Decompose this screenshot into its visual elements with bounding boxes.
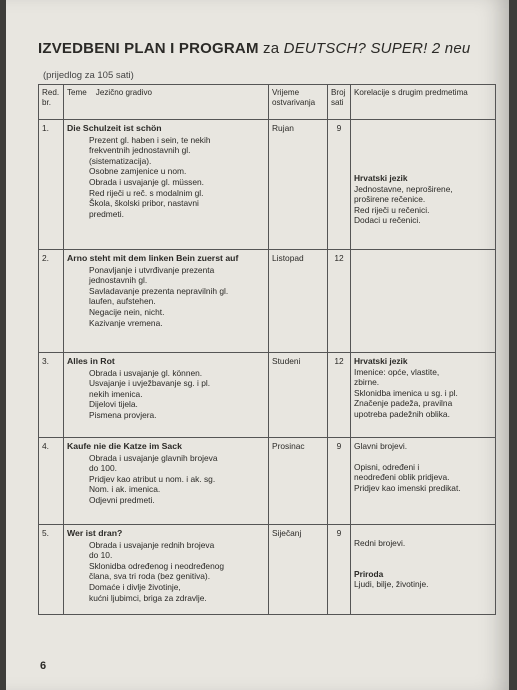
content-line: Domaće i divlje životinje, [89, 581, 181, 592]
row-correlation [351, 250, 496, 353]
correlation-line: Imenice: opće, vlastite, [354, 366, 440, 377]
content-line: Dijelovi tijela. [89, 399, 138, 410]
correlation-line: Opisni, određeni i [354, 461, 420, 472]
header-gradivo: Jezično gradivo [95, 88, 153, 97]
correlation-line: Redni brojevi. [354, 538, 406, 548]
content-line: kućni ljubimci, briga za zdravlje. [89, 592, 207, 603]
content-line: Savladavanje prezenta nepravilnih gl. [89, 285, 229, 296]
row-correlation [351, 525, 496, 615]
row-month: Siječanj [269, 525, 328, 615]
content-line: predmeti. [89, 208, 124, 219]
row-topic-cell [64, 438, 269, 525]
content-line: Obrada i usvajanje gl. können. [89, 367, 203, 378]
row-month: Rujan [269, 120, 328, 250]
correlation-line: Ljudi, bilje, životinje. [354, 579, 429, 590]
topic-title: Arno steht mit dem linken Bein zuerst auf [67, 253, 239, 263]
correlation-subject: Priroda [354, 568, 384, 579]
correlation-line: Red riječi u rečenici. [354, 204, 430, 215]
book-page [6, 0, 509, 690]
correlation-line: zbirne. [354, 377, 380, 388]
title-connector: za [263, 40, 280, 57]
row-number: 5. [39, 525, 64, 615]
spacer [354, 528, 492, 538]
spacer [354, 153, 492, 163]
correlation-line: Sklonidba imenica u sg. i pl. [354, 387, 458, 398]
title-book: DEUTSCH? SUPER! 2 neu [283, 40, 471, 57]
content-line: Škola, školski pribor, nastavni [89, 198, 199, 209]
content-line: Negacije nein, nicht. [89, 306, 165, 317]
table-row [39, 250, 496, 353]
header-vrijeme: Vrijeme ostvarivanja [269, 85, 328, 120]
content-line: Odjevni predmeti. [89, 494, 155, 505]
spacer [354, 143, 492, 153]
correlation-line: upotreba padežnih oblika. [354, 408, 450, 419]
correlation-subject: Hrvatski jezik [354, 356, 408, 366]
correlation-line: Glavni brojevi. [354, 441, 408, 451]
content-line: frekventnih jednostavnih gl. [89, 145, 191, 156]
row-hours: 12 [328, 353, 351, 438]
content-line: Red riječi u reč. s modalnim gl. [89, 187, 204, 198]
page-title [38, 40, 470, 57]
row-correlation [351, 438, 496, 525]
content-line: laufen, aufstehen. [89, 296, 156, 307]
table-row [39, 120, 496, 250]
title-bold: IZVEDBENI PLAN I PROGRAM [38, 40, 259, 57]
topic-title: Alles in Rot [67, 356, 115, 366]
row-month: Listopad [269, 250, 328, 353]
topic-title: Die Schulzeit ist schön [67, 123, 162, 133]
content-line: Sklonidba određenog i neodređenog [89, 560, 225, 571]
row-number: 3. [39, 353, 64, 438]
page-number: 6 [40, 660, 47, 672]
row-topic-cell [64, 353, 269, 438]
content-line: Ponavljanje i utvrđivanje prezenta [89, 264, 215, 275]
spacer [354, 452, 492, 462]
content-line: Prezent gl. haben i sein, te nekih [89, 134, 211, 145]
content-line: do 10. [89, 550, 113, 561]
correlation-subject: Hrvatski jezik [354, 173, 408, 183]
table-row [39, 525, 496, 615]
correlation-line: Pridjev kao imenski predikat. [354, 482, 461, 493]
content-line: Kazivanje vremena. [89, 317, 163, 328]
content-line: nekih imenica. [89, 388, 143, 399]
table-row [39, 438, 496, 525]
row-month: Studeni [269, 353, 328, 438]
content-line: Usvajanje i uvježbavanje sg. i pl. [89, 378, 211, 389]
correlation-line: proširene rečenice. [354, 194, 426, 205]
content-line: Obrada i usvajanje gl. müssen. [89, 176, 204, 187]
correlation-line: Jednostavne, neproširene, [354, 183, 453, 194]
header-korelacije: Korelacije s drugim predmetima [351, 85, 496, 120]
correlation-line: Dodaci u rečenici. [354, 215, 421, 226]
content-line: Obrada i usvajanje rednih brojeva [89, 539, 215, 550]
row-number: 1. [39, 120, 64, 250]
correlation-line: neodređeni oblik pridjeva. [354, 472, 450, 483]
content-line: Osobne zamjenice u nom. [89, 166, 187, 177]
spacer [354, 559, 492, 569]
content-line: Pismena provjera. [89, 409, 157, 420]
row-topic-cell [64, 120, 269, 250]
row-correlation [351, 353, 496, 438]
spacer [354, 549, 492, 559]
header-teme-gradivo [64, 85, 269, 120]
row-topic-cell [64, 250, 269, 353]
content-line: jednostavnih gl. [89, 275, 148, 286]
header-sati: Broj sati [328, 85, 351, 120]
row-hours: 9 [328, 525, 351, 615]
row-number: 4. [39, 438, 64, 525]
content-line: člana, sva tri roda (bez genitiva). [89, 571, 211, 582]
spacer [354, 163, 492, 173]
header-num: Red. br. [39, 85, 64, 120]
topic-title: Kaufe nie die Katze im Sack [67, 441, 182, 451]
header-teme: Teme [67, 88, 87, 97]
row-correlation [351, 120, 496, 250]
table-header-row [39, 85, 496, 120]
content-line: Pridjev kao atribut u nom. i ak. sg. [89, 473, 216, 484]
topic-title: Wer ist dran? [67, 528, 123, 538]
spacer [354, 123, 492, 133]
spacer [354, 133, 492, 143]
row-topic-cell [64, 525, 269, 615]
row-hours: 9 [328, 120, 351, 250]
row-number: 2. [39, 250, 64, 353]
correlation-line: Značenje padeža, pravilna [354, 398, 453, 409]
row-hours: 12 [328, 250, 351, 353]
content-line: (sistematizacija). [89, 155, 152, 166]
table-row [39, 353, 496, 438]
content-line: Obrada i usvajanje glavnih brojeva [89, 452, 218, 463]
content-line: Nom. i ak. imenica. [89, 484, 161, 495]
curriculum-table [38, 84, 496, 615]
row-month: Prosinac [269, 438, 328, 525]
page-subtitle: (prijedlog za 105 sati) [43, 70, 134, 81]
row-hours: 9 [328, 438, 351, 525]
content-line: do 100. [89, 463, 117, 474]
